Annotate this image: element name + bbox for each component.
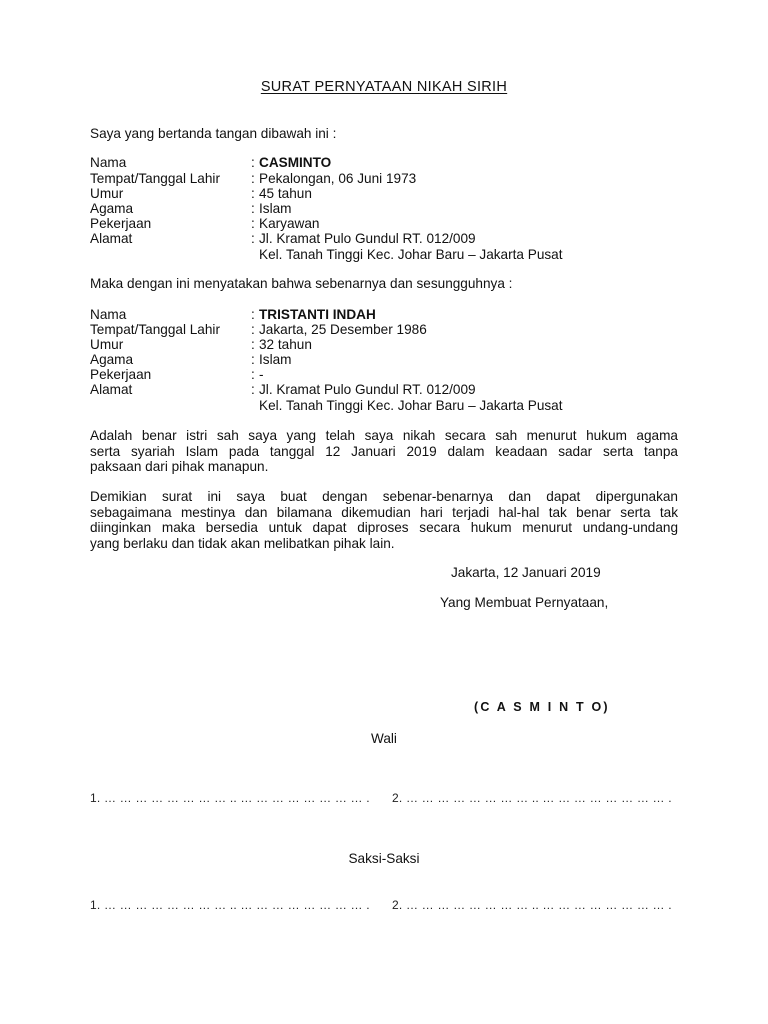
person1-address-label: Alamat — [90, 231, 133, 246]
document-title-text: SURAT PERNYATAAN NIKAH SIRIH — [260, 79, 508, 95]
signer-caption: Yang Membuat Pernyataan, — [440, 595, 609, 610]
person2-name-label: Nama — [90, 307, 127, 322]
place-date: Jakarta, 12 Januari 2019 — [451, 565, 601, 580]
paragraph-line: diinginkan maka bersedia untuk dapat diproses secara hukum menurut undang-undang — [90, 520, 678, 535]
colon: : — [251, 367, 255, 382]
paragraph-closing — [90, 489, 678, 551]
colon: : — [251, 186, 255, 201]
paragraph-line: Adalah benar istri sah saya yang telah saya nikah secara sah menurut hukum agama — [90, 428, 678, 443]
person1-job-value: Karyawan — [259, 216, 320, 231]
guardian-label: Wali — [371, 731, 397, 746]
person1-address-line1: Jl. Kramat Pulo Gundul RT. 012/009 — [259, 231, 476, 246]
witness-signature-line-1: 1. … … … … … … … … .. … … … … … … … … . — [90, 898, 370, 912]
person1-birth-label: Tempat/Tanggal Lahir — [90, 171, 220, 186]
person1-address-line2: Kel. Tanah Tinggi Kec. Johar Baru – Jakarta Pusat — [259, 247, 563, 262]
person1-religion-value: Islam — [259, 201, 292, 216]
person1-religion-label: Agama — [90, 201, 134, 216]
person1-age-label: Umur — [90, 186, 124, 201]
person2-religion-label: Agama — [90, 352, 134, 367]
colon: : — [251, 216, 255, 231]
colon: : — [251, 231, 255, 246]
person2-age-label: Umur — [90, 337, 124, 352]
intro-text: Saya yang bertanda tangan dibawah ini : — [90, 126, 337, 141]
paragraph-line: yang berlaku dan tidak akan melibatkan pihak lain. — [90, 535, 395, 551]
paragraph-line: sebagaimana mestinya dan bilamana dikemudian hari terjadi hal-hal tak benar serta tak — [90, 504, 678, 520]
person2-birth-value: Jakarta, 25 Desember 1986 — [259, 322, 427, 337]
person2-name-value: TRISTANTI INDAH — [259, 307, 376, 322]
person1-name-value: CASMINTO — [259, 155, 332, 170]
person2-birth-label: Tempat/Tanggal Lahir — [90, 322, 220, 337]
paragraph-line: Demikian surat ini saya buat dengan sebenar-benarnya dan dapat dipergunakan — [90, 489, 678, 504]
colon: : — [251, 337, 255, 352]
person2-religion-value: Islam — [259, 352, 292, 367]
statement-intro: Maka dengan ini menyatakan bahwa sebenarnya dan sesungguhnya : — [90, 276, 513, 291]
colon: : — [251, 322, 255, 337]
person2-job-label: Pekerjaan — [90, 367, 152, 382]
signer-name: (C A S M I N T O) — [474, 700, 610, 714]
person1-job-label: Pekerjaan — [90, 216, 152, 231]
person2-address-line1: Jl. Kramat Pulo Gundul RT. 012/009 — [259, 382, 476, 397]
person1-age-value: 45 tahun — [259, 186, 312, 201]
colon: : — [251, 201, 255, 216]
witness-label: Saksi-Saksi — [348, 851, 420, 866]
person2-age-value: 32 tahun — [259, 337, 312, 352]
colon: : — [251, 352, 255, 367]
witness-signature-line-2: 2. … … … … … … … … .. … … … … … … … … . — [392, 898, 672, 912]
person2-address-line2: Kel. Tanah Tinggi Kec. Johar Baru – Jakarta Pusat — [259, 398, 563, 413]
guardian-signature-line-1: 1. … … … … … … … … .. … … … … … … … … . — [90, 791, 370, 805]
person1-name-label: Nama — [90, 155, 127, 170]
guardian-signature-line-2: 2. … … … … … … … … .. … … … … … … … … . — [392, 791, 672, 805]
paragraph-line: paksaan dari pihak manapun. — [90, 459, 269, 474]
colon: : — [251, 382, 255, 397]
paragraph-line: serta syariah Islam pada tanggal 12 Januari 2019 dalam keadaan sadar serta tanpa — [90, 443, 678, 459]
paragraph-declaration — [90, 428, 678, 475]
person1-birth-value: Pekalongan, 06 Juni 1973 — [259, 171, 417, 186]
colon: : — [251, 155, 255, 170]
colon: : — [251, 171, 255, 186]
document-title — [0, 79, 768, 95]
person2-job-value: - — [259, 367, 264, 382]
person2-address-label: Alamat — [90, 382, 133, 397]
colon: : — [251, 307, 255, 322]
